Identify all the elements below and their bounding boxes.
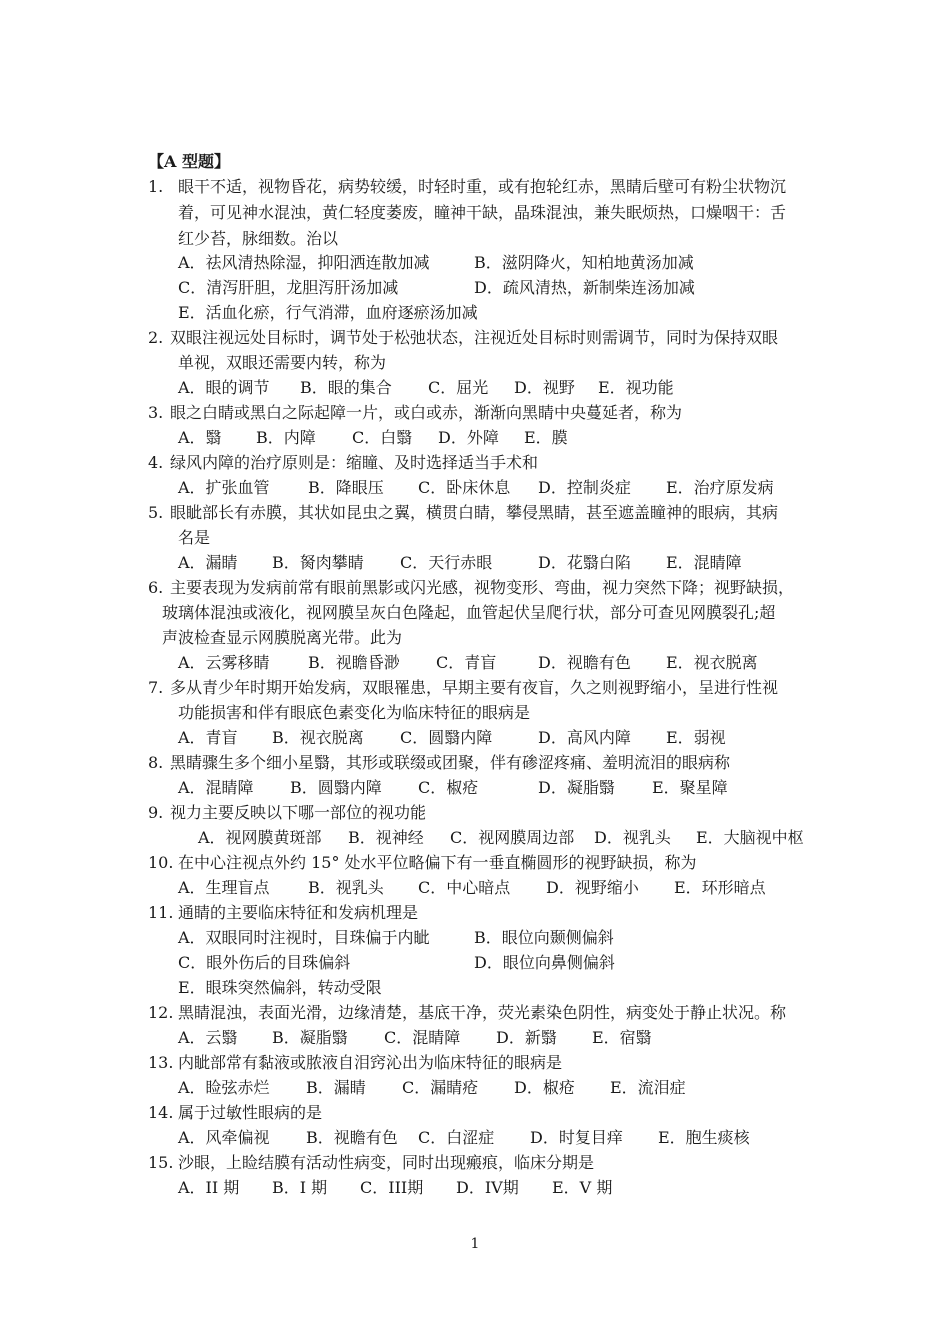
option: A．祛风清热除湿，抑阳洒连散加减 [178,253,430,272]
option: A．云雾移睛 [178,653,270,672]
option: A．漏睛 [178,553,238,572]
option: C．漏睛疮 [402,1078,479,1097]
question-stem-line: 声波检查显示网膜脱离光带。此为 [162,628,403,647]
question-stem-line: 玻璃体混浊或液化，视网膜呈灰白色隆起，血管起伏呈爬行状，部分可查见网膜裂孔;超 [162,603,776,622]
question-stem-line: 功能损害和伴有眼底色素变化为临床特征的眼病是 [178,703,531,722]
option: C．青盲 [436,653,497,672]
option: A．视网膜黄斑部 [198,828,322,847]
option: D．花翳白陷 [538,553,631,572]
question-number: 1. [148,177,164,196]
option: C．混睛障 [384,1028,461,1047]
question-number: 3. [148,403,164,422]
option: E．环形暗点 [674,878,766,897]
question-stem-line: 视力主要反映以下哪一部位的视功能 [170,803,427,822]
option: C．眼外伤后的目珠偏斜 [178,953,351,972]
option: A．II 期 [178,1178,240,1197]
question-number: 4. [148,453,164,472]
question-stem-line: 眼眦部长有赤膜，其状如昆虫之翼，横贯白睛，攀侵黑睛，甚至遮盖瞳神的眼病，其病 [170,503,779,522]
option: B．视神经 [348,828,424,847]
option: D．凝脂翳 [538,778,615,797]
option: B．I 期 [272,1178,328,1197]
question-stem-line: 眼之白睛或黑白之际起障一片，或白或赤，渐渐向黑睛中央蔓延者，称为 [170,403,683,422]
page-number: 1 [470,1236,480,1252]
option: B．视乳头 [308,878,384,897]
option: C．圆翳内障 [400,728,493,747]
option: E．治疗原发病 [666,478,774,497]
question-stem-line: 黑睛骤生多个细小星翳，其形或联缀或团聚，伴有碜涩疼痛、羞明流泪的眼病称 [170,753,731,772]
option: C．白涩症 [418,1128,495,1147]
question-number: 9. [148,803,164,822]
option: E．胞生痰核 [658,1128,750,1147]
option: B．视瞻昏渺 [308,653,400,672]
question-number: 12. [148,1003,174,1022]
option: B．凝脂翳 [272,1028,348,1047]
option: D．新翳 [496,1028,557,1047]
option: E．活血化瘀，行气消滞，血府逐瘀汤加减 [178,303,478,322]
option: D．眼位向鼻侧偏斜 [474,953,615,972]
option: A．青盲 [178,728,238,747]
option: D．高风内障 [538,728,631,747]
option: D．疏风清热，新制柴连汤加减 [474,278,695,297]
option: C．卧床休息 [418,478,511,497]
question-number: 5. [148,503,164,522]
option: E．眼珠突然偏斜，转动受限 [178,978,382,997]
option: B．滋阴降火，知柏地黄汤加减 [474,253,694,272]
option: D．外障 [438,428,499,447]
option: B．圆翳内障 [290,778,382,797]
question-stem-line: 在中心注视点外约 15° 处水平位略偏下有一垂直椭圆形的视野缺损，称为 [178,853,697,872]
question-stem-line: 双眼注视远处目标时，调节处于松弛状态，注视近处目标时则需调节，同时为保持双眼 [170,328,779,347]
question-stem-line: 着，可见神水混浊，黄仁轻度萎废，瞳神干缺，晶珠混浊，兼失眠烦热，口燥咽干：舌 [178,203,787,222]
question-stem-line: 绿风内障的治疗原则是：缩瞳、及时选择适当手术和 [170,453,539,472]
option: C．中心暗点 [418,878,511,897]
question-stem-line: 红少苔，脉细数。治以 [178,229,339,248]
option: B．视瞻有色 [306,1128,398,1147]
option: D．时复目痒 [530,1128,623,1147]
option: B．内障 [256,428,316,447]
option: D．视瞻有色 [538,653,631,672]
question-number: 2. [148,328,164,347]
question-stem-line: 沙眼，上睑结膜有活动性病变，同时出现瘢痕，临床分期是 [178,1153,595,1172]
question-stem-line: 黑睛混浊，表面光滑，边缘清楚，基底干净，荧光素染色阴性，病变处于静止状况。称 [178,1003,787,1022]
option: E．视衣脱离 [666,653,758,672]
option: E．流泪症 [610,1078,686,1097]
option: C．屈光 [428,378,489,397]
option: E．大脑视中枢 [696,828,804,847]
option: C．视网膜周边部 [450,828,575,847]
option: E．V 期 [552,1178,613,1197]
question-stem-line: 多从青少年时期开始发病，双眼罹患，早期主要有夜盲，久之则视野缩小，呈进行性视 [170,678,779,697]
option: E．聚星障 [652,778,728,797]
option: D．椒疮 [514,1078,575,1097]
option: E．混睛障 [666,553,742,572]
question-number: 14. [148,1103,174,1122]
question-stem-line: 名是 [178,528,211,547]
question-stem-line: 眼干不适，视物昏花，病势较缓，时轻时重，或有抱轮红赤，黑睛后壁可有粉尘状物沉 [178,177,787,196]
option: E．膜 [524,428,568,447]
option: B．眼的集合 [300,378,392,397]
option: A．双眼同时注视时，目珠偏于内眦 [178,928,430,947]
option: A．云翳 [178,1028,238,1047]
option: D．视野缩小 [546,878,639,897]
option: D．IV期 [456,1178,519,1197]
option: A．混睛障 [178,778,254,797]
option: D．控制炎症 [538,478,631,497]
option: C．天行赤眼 [400,553,493,572]
question-stem-line: 通睛的主要临床特征和发病机理是 [178,903,419,922]
option: B．视衣脱离 [272,728,364,747]
option: E．宿翳 [592,1028,652,1047]
question-number: 15. [148,1153,174,1172]
option: D．视乳头 [594,828,671,847]
option: B．眼位向颞侧偏斜 [474,928,614,947]
option: B．降眼压 [308,478,384,497]
section-title: 【A 型题】 [148,152,230,171]
option: C．椒疮 [418,778,479,797]
question-number: 10. [148,853,174,872]
option: B．漏睛 [306,1078,366,1097]
question-stem-line: 属于过敏性眼病的是 [178,1103,323,1122]
option: B．胬肉攀睛 [272,553,364,572]
option: E．视功能 [598,378,674,397]
option: D．视野 [514,378,575,397]
question-number: 6. [148,578,164,597]
option: C．III期 [360,1178,424,1197]
option: A．眼的调节 [178,378,270,397]
question-stem-line: 主要表现为发病前常有眼前黑影或闪光感，视物变形、弯曲，视力突然下降；视野缺损， [170,578,795,597]
question-number: 8. [148,753,164,772]
option: A．生理盲点 [178,878,270,897]
question-number: 11. [148,903,174,922]
option: E．弱视 [666,728,726,747]
question-stem-line: 内眦部常有黏液或脓液自泪窍沁出为临床特征的眼病是 [178,1053,563,1072]
option: A．扩张血管 [178,478,270,497]
question-number: 7. [148,678,164,697]
question-number: 13. [148,1053,174,1072]
option: C．白翳 [352,428,413,447]
option: A．睑弦赤烂 [178,1078,270,1097]
option: A．翳 [178,428,222,447]
question-stem-line: 单视，双眼还需要内转，称为 [178,353,387,372]
option: C．清泻肝胆，龙胆泻肝汤加减 [178,278,399,297]
option: A．风牵偏视 [178,1128,270,1147]
